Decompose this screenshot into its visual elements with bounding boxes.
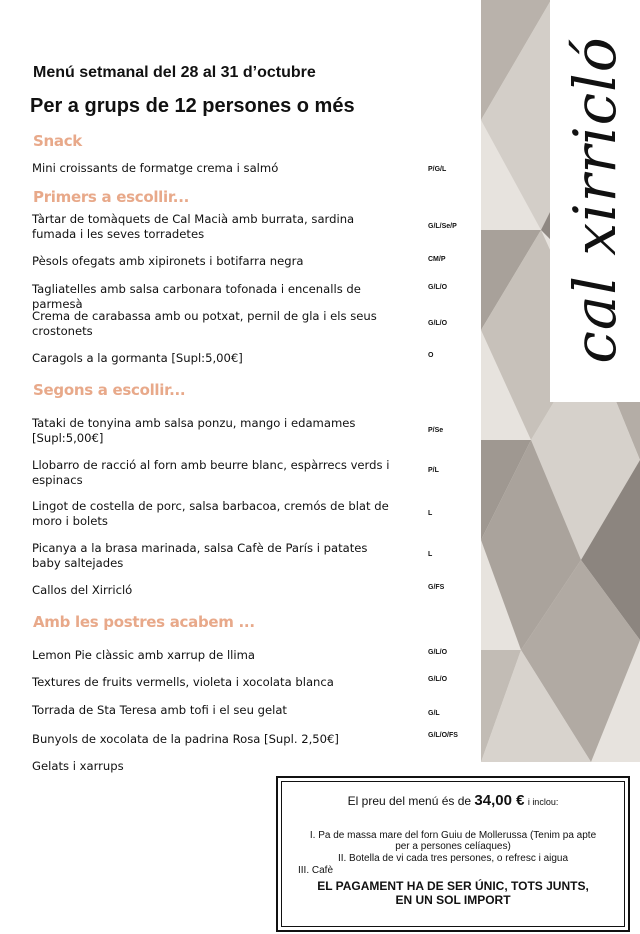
include-item-3: III. Cafè (298, 865, 334, 876)
menu-item: Gelats i xarrups (32, 759, 124, 773)
section-heading-primers: Primers a escollir... (33, 188, 190, 206)
brand-logo: cal xirricló (561, 36, 629, 364)
menu-item: Picanya a la brasa marinada, salsa Cafè de París i patates baby saltejades (32, 541, 368, 570)
include-item-1b: per a persones celíaques) (395, 841, 511, 852)
menu-item: Textures de fruits vermells, violeta i xocolata blanca (32, 675, 334, 689)
section-heading-postres: Amb les postres acabem ... (33, 613, 255, 631)
section-heading-segons: Segons a escollir... (33, 381, 186, 399)
allergen-code: L (428, 551, 433, 558)
menu-subtitle: Per a grups de 12 persones o més (30, 95, 355, 117)
payment-note (278, 879, 628, 907)
payment-note-line-2: EN UN SOL IMPORT (395, 893, 511, 907)
menu-item: Lingot de costella de porc, salsa barbacoa, cremós de blat de moro i bolets (32, 499, 389, 528)
menu-item: Lemon Pie clàssic amb xarrup de llima (32, 648, 256, 662)
menu-title: Menú setmanal del 28 al 31 d’octubre (33, 64, 316, 81)
allergen-code: P/L (428, 467, 439, 474)
allergen-code: O (428, 352, 434, 359)
menu-item: Bunyols de xocolata de la padrina Rosa [Supl. 2,50€] (32, 732, 339, 746)
menu-item: Caragols a la gormanta [Supl:5,00€] (32, 351, 243, 365)
allergen-code: L (428, 510, 433, 517)
price-includes-label: i inclou: (527, 797, 559, 807)
allergen-code: G/L/O (428, 649, 448, 656)
allergen-code: G/FS (428, 584, 445, 591)
price-intro: El preu del menú és de (347, 794, 472, 808)
allergen-code: G/L/Se/P (428, 223, 457, 230)
price-line (278, 792, 628, 809)
menu-item: Llobarro de racció al forn amb beurre blanc, espàrrecs verds i espinacs (32, 458, 390, 487)
menu-item: Torrada de Sta Teresa amb tofi i el seu gelat (32, 703, 287, 717)
include-item-2: II. Botella de vi cada tres persones, o refresc i aigua (337, 853, 569, 864)
price-amount: 34,00 € (474, 792, 525, 809)
include-item-1: I. Pa de massa mare del forn Guiu de Mollerussa (Tenim pa apte (309, 830, 597, 841)
menu-item: Callos del Xirricló (32, 583, 133, 597)
allergen-code: G/L/O (428, 284, 448, 291)
allergen-code: CM/P (428, 256, 446, 263)
menu-item: Tataki de tonyina amb salsa ponzu, mango i edamames [Supl:5,00€] (32, 416, 356, 445)
allergen-code: P/G/L (428, 166, 447, 173)
menu-item: Tagliatelles amb salsa carbonara tofonada i encenalls de parmesà (32, 282, 361, 311)
price-box (276, 776, 630, 932)
section-heading-snack: Snack (33, 132, 82, 150)
allergen-code: G/L/O/FS (428, 732, 458, 739)
menu-item: Crema de carabassa amb ou potxat, pernil de gla i els seus crostonets (32, 309, 377, 338)
allergen-code: G/L/O (428, 320, 448, 327)
allergen-code: G/L (428, 710, 440, 717)
allergen-code: G/L/O (428, 676, 448, 683)
payment-note-line-1: EL PAGAMENT HA DE SER ÚNIC, TOTS JUNTS, (317, 879, 589, 893)
allergen-code: P/Se (428, 427, 444, 434)
menu-item: Tàrtar de tomàquets de Cal Macià amb burrata, sardina fumada i les seves torradetes (32, 212, 355, 241)
menu-item: Mini croissants de formatge crema i salmó (32, 161, 279, 175)
menu-item: Pèsols ofegats amb xipironets i botifarra negra (32, 254, 304, 268)
